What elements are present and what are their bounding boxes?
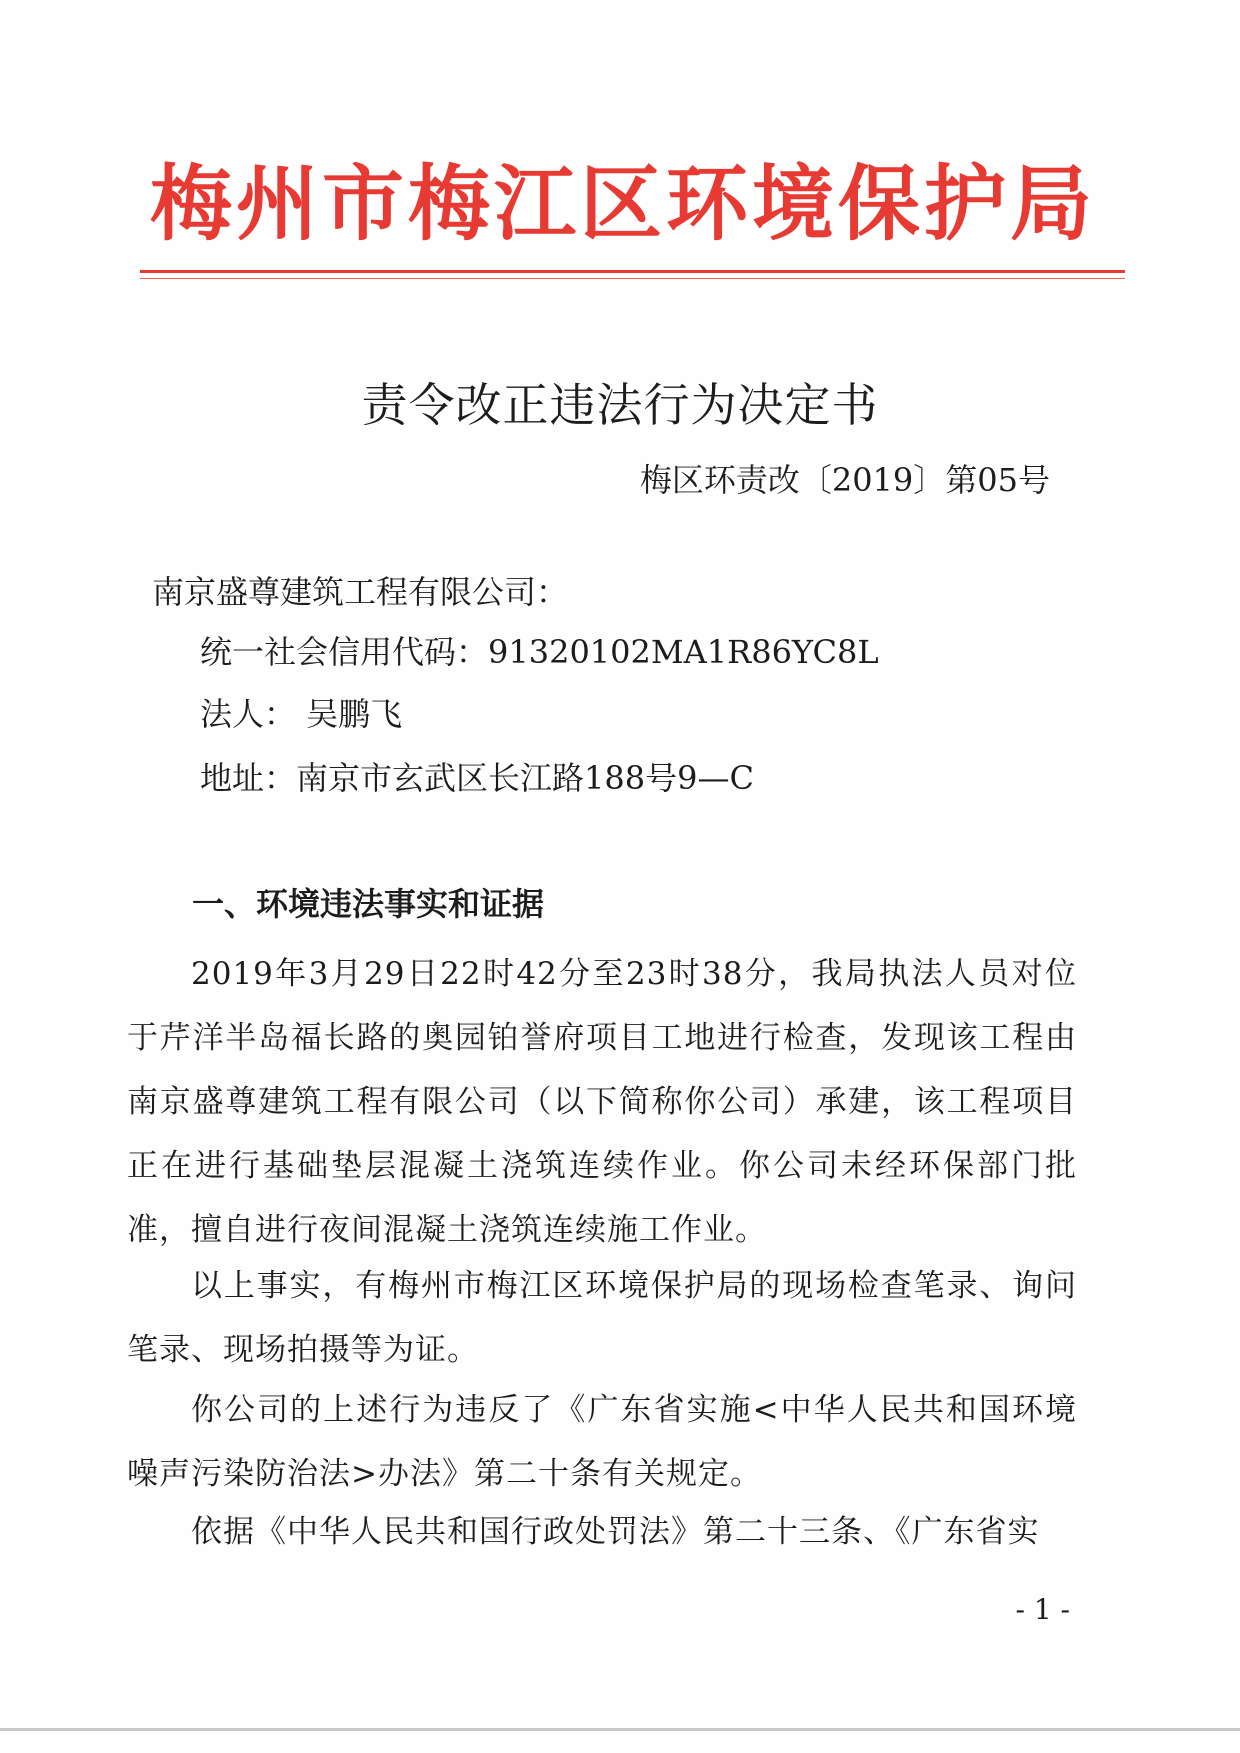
paragraph-violation-facts: 2019年3月29日22时42分至23时38分，我局执法人员对位于芹洋半岛福长路的奥园铂誉府项目工地进行检查，发现该工程由南京盛尊建筑工程有限公司（以下简称你公司）承建，该工程项目正在进行基础垫层混凝土浇筑连续作业。你公司未经环保部门批准，擅自进行夜间混凝土浇筑连续施工作业。 (127, 956, 1077, 1248)
section-heading-violation-facts: 一、环境违法事实和证据 (192, 885, 545, 923)
paragraph-legal-basis: 依据《中华人民共和国行政处罚法》第二十三条、《广东省实 (191, 1514, 1040, 1550)
red-header-rule-secondary (140, 278, 1125, 279)
document-number: 梅区环责改〔2019〕第05号 (639, 461, 1050, 499)
issuing-authority-title: 梅州市梅江区环境保护局 (150, 157, 1097, 252)
recipient-name: 南京盛尊建筑工程有限公司： (152, 573, 569, 611)
scan-bottom-edge (0, 1728, 1240, 1731)
page-number: - 1 - (1015, 1593, 1070, 1626)
paragraph-legal-violation: 你公司的上述行为违反了《广东省实施<中华人民共和国环境噪声污染防治法>办法》第二十条有关规定。 (127, 1392, 1077, 1492)
recipient-address: 地址：南京市玄武区长江路188号9—C (200, 759, 754, 797)
recipient-legal-person: 法人： 吴鹏飞 (200, 695, 403, 733)
red-header-rule (140, 270, 1125, 273)
recipient-credit-code: 统一社会信用代码：91320102MA1R86YC8L (200, 633, 879, 671)
document-title: 责令改正违法行为决定书 (361, 378, 879, 432)
paragraph-evidence: 以上事实，有梅州市梅江区环境保护局的现场检查笔录、询问笔录、现场拍摄等为证。 (127, 1268, 1077, 1368)
